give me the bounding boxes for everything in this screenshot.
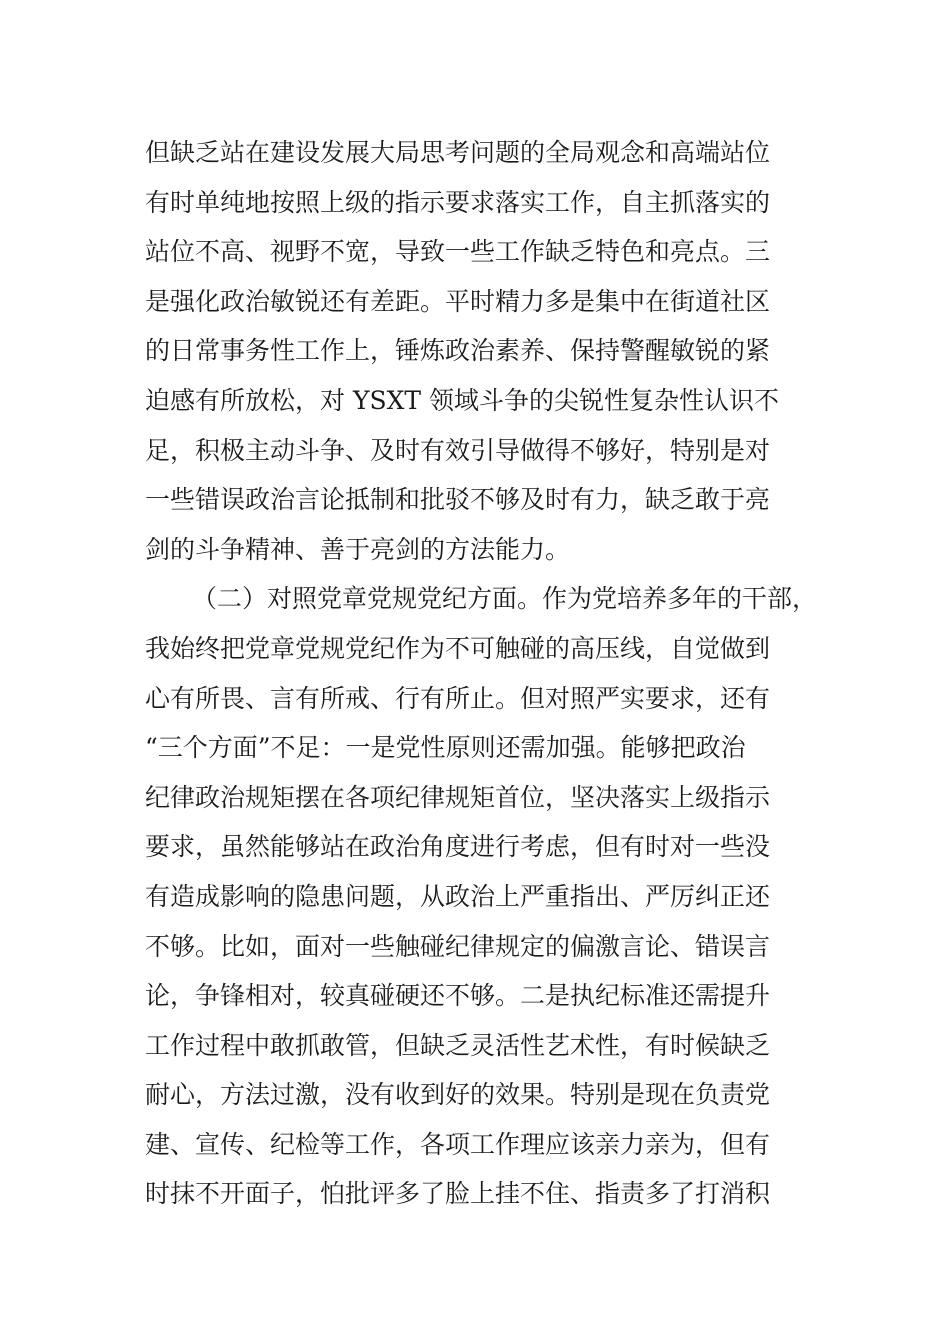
text-line: 有时单纯地按照上级的指示要求落实工作，自主抓落实的 xyxy=(145,187,771,217)
text-line: “三个方面”不足：一是党性原则还需加强。能够把政治 xyxy=(145,733,746,763)
text-line: 一些错误政治言论抵制和批驳不够及时有力，缺乏敢于亮 xyxy=(145,485,771,515)
text-line: 足，积极主动斗争、及时有效引导做得不够好，特别是对 xyxy=(145,435,771,465)
text-line: 耐心，方法过激，没有收到好的效果。特别是现在负责党 xyxy=(145,1080,771,1110)
text-line: 纪律政治规矩摆在各项纪律规矩首位，坚决落实上级指示 xyxy=(145,782,771,812)
text-line: 建、宣传、纪检等工作，各项工作理应该亲力亲为，但有 xyxy=(145,1129,771,1159)
text-line: 工作过程中敢抓敢管，但缺乏灵活性艺术性，有时候缺乏 xyxy=(145,1030,771,1060)
text-line: 是强化政治敏锐还有差距。平时精力多是集中在街道社区 xyxy=(145,286,771,316)
text-line: 有造成影响的隐患问题，从政治上严重指出、严厉纠正还 xyxy=(145,881,771,911)
body-text xyxy=(145,128,845,1219)
text-line: 站位不高、视野不宽，导致一些工作缺乏特色和亮点。三 xyxy=(145,237,771,267)
text-line: 心有所畏、言有所戒、行有所止。但对照严实要求，还有 xyxy=(145,683,771,713)
text-line: 论，争锋相对，较真碰硬还不够。二是执纪标准还需提升 xyxy=(145,981,771,1011)
text-line: 迫感有所放松，对 YSXT 领域斗争的尖锐性复杂性认识不 xyxy=(145,385,779,415)
text-line: 时抹不开面子，怕批评多了脸上挂不住、指责多了打消积 xyxy=(145,1179,771,1209)
text-line: 不够。比如，面对一些触碰纪律规定的偏激言论、错误言 xyxy=(145,931,771,961)
section-heading-line: （二）对照党章党规党纪方面。作为党培养多年的干部， xyxy=(192,584,818,614)
text-line: 要求，虽然能够站在政治角度进行考虑，但有时对一些没 xyxy=(145,832,771,862)
text-line: 我始终把党章党规党纪作为不可触碰的高压线，自觉做到 xyxy=(145,633,771,663)
text-line: 但缺乏站在建设发展大局思考问题的全局观念和高端站位 xyxy=(145,138,771,167)
text-line: 的日常事务性工作上，锤炼政治素养、保持警醒敏锐的紧 xyxy=(145,336,771,366)
text-line: 剑的斗争精神、善于亮剑的方法能力。 xyxy=(145,534,571,564)
